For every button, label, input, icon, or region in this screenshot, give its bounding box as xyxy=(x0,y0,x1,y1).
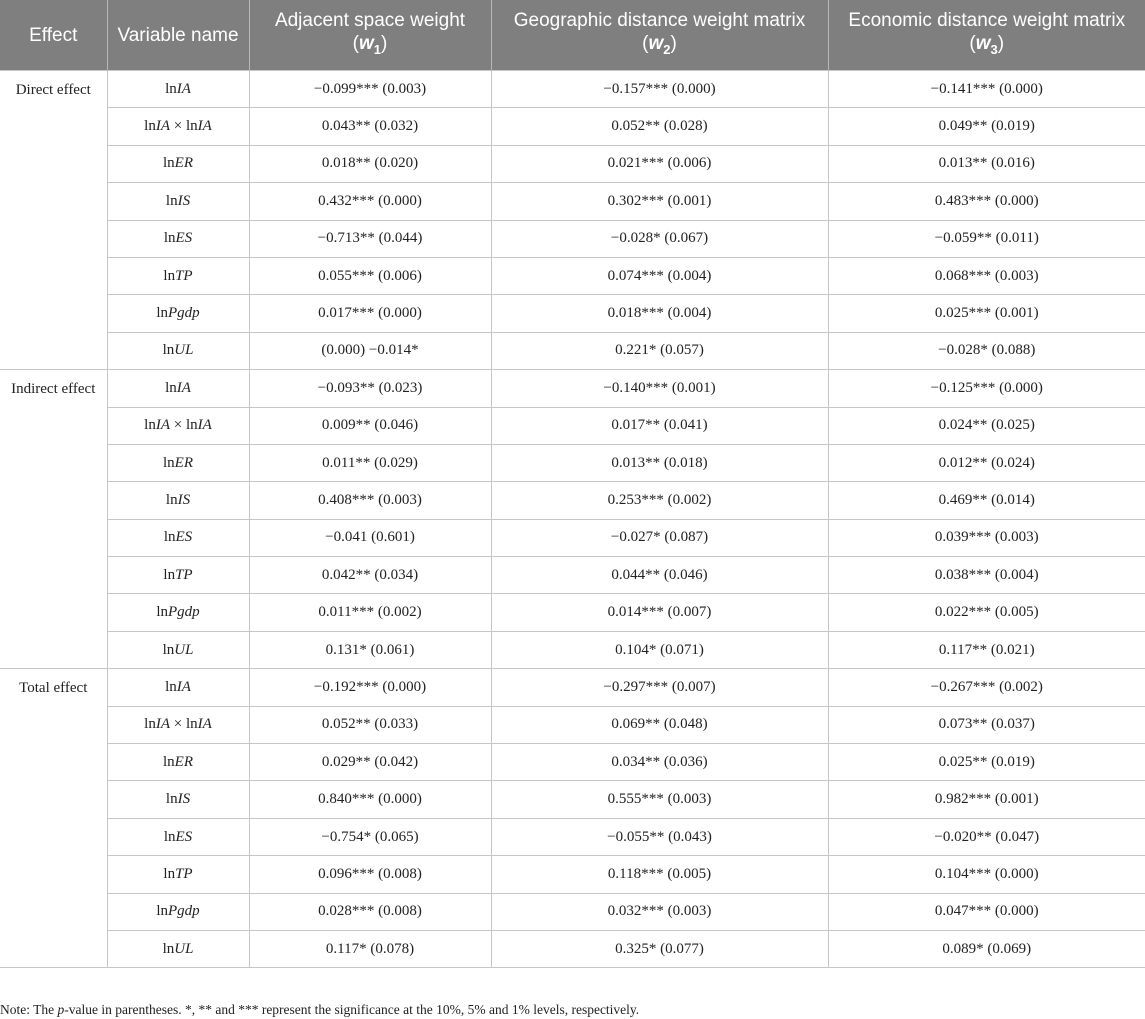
value-cell-w3: −0.125*** (0.000) xyxy=(828,370,1145,407)
header-w2 xyxy=(491,0,828,71)
variable-name-part: IA xyxy=(197,417,212,434)
note-p-symbol: p xyxy=(57,1002,65,1017)
variable-name-cell xyxy=(107,295,249,332)
value-cell-w2: 0.017** (0.041) xyxy=(491,407,828,444)
variable-name-cell xyxy=(107,482,249,519)
variable-name-part: ER xyxy=(174,753,193,770)
value-cell-w2: 0.325* (0.077) xyxy=(491,930,828,967)
header-w1-subscript: 1 xyxy=(373,41,381,57)
variable-name-part: ln xyxy=(165,192,178,209)
variable-name-part: IS xyxy=(177,791,191,808)
value-cell-w2: 0.074*** (0.004) xyxy=(491,257,828,294)
variable-name-cell xyxy=(107,257,249,294)
table-row xyxy=(0,519,1145,556)
table-header xyxy=(0,0,1145,71)
table-row xyxy=(0,370,1145,407)
variable-name-part: ln xyxy=(163,828,176,845)
value-cell-w1: 0.117* (0.078) xyxy=(249,930,491,967)
value-cell-w2: 0.052** (0.028) xyxy=(491,108,828,145)
value-cell-w3: 0.483*** (0.000) xyxy=(828,183,1145,220)
effect-group-label: Total effect xyxy=(0,669,107,968)
value-cell-w2: 0.021*** (0.006) xyxy=(491,145,828,182)
value-cell-w1: 0.009** (0.046) xyxy=(249,407,491,444)
table-row xyxy=(0,930,1145,967)
table-row xyxy=(0,744,1145,781)
variable-name-cell xyxy=(107,893,249,930)
table-body xyxy=(0,71,1145,968)
header-variable-name: Variable name xyxy=(107,0,249,71)
value-cell-w1: 0.408*** (0.003) xyxy=(249,482,491,519)
variable-name-part: TP xyxy=(175,267,193,284)
value-cell-w3: 0.022*** (0.005) xyxy=(828,594,1145,631)
table-row xyxy=(0,108,1145,145)
table-row xyxy=(0,183,1145,220)
value-cell-w2: 0.221* (0.057) xyxy=(491,332,828,369)
variable-name-cell xyxy=(107,145,249,182)
value-cell-w3: 0.117** (0.021) xyxy=(828,631,1145,668)
variable-name-cell xyxy=(107,71,249,108)
header-w1-close: ) xyxy=(381,33,388,55)
note-prefix: Note: The xyxy=(0,1002,58,1017)
variable-name-part: ln xyxy=(163,155,175,172)
value-cell-w1: 0.028*** (0.008) xyxy=(249,893,491,930)
variable-name-part: ln xyxy=(163,454,175,471)
variable-name-part: UL xyxy=(174,342,194,359)
value-cell-w1: 0.011*** (0.002) xyxy=(249,594,491,631)
value-cell-w3: 0.104*** (0.000) xyxy=(828,856,1145,893)
value-cell-w3: 0.073** (0.037) xyxy=(828,706,1145,743)
header-w2-symbol: w xyxy=(648,33,664,55)
variable-name-part: ln xyxy=(165,80,177,97)
header-row xyxy=(0,0,1145,71)
variable-name-cell xyxy=(107,744,249,781)
header-w1 xyxy=(249,0,491,71)
value-cell-w3: 0.025** (0.019) xyxy=(828,744,1145,781)
value-cell-w2: 0.032*** (0.003) xyxy=(491,893,828,930)
variable-name-part: IA xyxy=(155,716,171,733)
table-row xyxy=(0,295,1145,332)
value-cell-w3: 0.047*** (0.000) xyxy=(828,893,1145,930)
table-row xyxy=(0,818,1145,855)
value-cell-w3: −0.267*** (0.002) xyxy=(828,669,1145,706)
value-cell-w2: 0.104* (0.071) xyxy=(491,631,828,668)
value-cell-w1: −0.754* (0.065) xyxy=(249,818,491,855)
variable-name-cell xyxy=(107,407,249,444)
header-w1-text: Adjacent space weight ( xyxy=(274,10,466,55)
value-cell-w3: 0.089* (0.069) xyxy=(828,930,1145,967)
variable-name-part: ER xyxy=(174,155,193,172)
table-row xyxy=(0,407,1145,444)
value-cell-w2: 0.555*** (0.003) xyxy=(491,781,828,818)
variable-name-part: × ln xyxy=(170,118,198,135)
variable-name-cell xyxy=(107,108,249,145)
value-cell-w3: 0.013** (0.016) xyxy=(828,145,1145,182)
variable-name-part: ln xyxy=(163,865,176,882)
variable-name-part: ln xyxy=(162,940,175,957)
variable-name-part: ln xyxy=(165,791,178,808)
value-cell-w1: 0.017*** (0.000) xyxy=(249,295,491,332)
value-cell-w1: 0.131* (0.061) xyxy=(249,631,491,668)
value-cell-w1: 0.055*** (0.006) xyxy=(249,257,491,294)
variable-name-part: TP xyxy=(175,865,193,882)
value-cell-w2: −0.297*** (0.007) xyxy=(491,669,828,706)
variable-name-part: ln xyxy=(163,267,176,284)
variable-name-part: × ln xyxy=(170,417,198,434)
table-row xyxy=(0,257,1145,294)
table-row xyxy=(0,893,1145,930)
variable-name-part: IA xyxy=(197,716,212,733)
value-cell-w2: −0.055** (0.043) xyxy=(491,818,828,855)
value-cell-w2: 0.018*** (0.004) xyxy=(491,295,828,332)
variable-name-part: IA xyxy=(155,417,171,434)
note-text: -value in parentheses. *, ** and *** represent the significance at the 10%, 5% and 1% levels, respectively. xyxy=(64,1002,640,1017)
value-cell-w3: 0.025*** (0.001) xyxy=(828,295,1145,332)
variable-name-part: ln xyxy=(165,379,177,396)
header-w3-symbol: w xyxy=(975,33,991,55)
variable-name-part: ln xyxy=(156,604,168,621)
value-cell-w1: 0.018** (0.020) xyxy=(249,145,491,182)
header-w2-close: ) xyxy=(670,33,677,55)
value-cell-w2: 0.013** (0.018) xyxy=(491,444,828,481)
value-cell-w1: −0.713** (0.044) xyxy=(249,220,491,257)
value-cell-w1: 0.840*** (0.000) xyxy=(249,781,491,818)
variable-name-part: ln xyxy=(144,118,156,135)
value-cell-w1: 0.052** (0.033) xyxy=(249,706,491,743)
value-cell-w3: 0.469** (0.014) xyxy=(828,482,1145,519)
header-effect: Effect xyxy=(0,0,107,71)
table-row xyxy=(0,482,1145,519)
variable-name-part: Pgdp xyxy=(168,604,200,621)
value-cell-w3: 0.982*** (0.001) xyxy=(828,781,1145,818)
effect-group-label: Indirect effect xyxy=(0,370,107,669)
variable-name-cell xyxy=(107,631,249,668)
table-row xyxy=(0,332,1145,369)
table-row xyxy=(0,706,1145,743)
effect-group-label: Direct effect xyxy=(0,71,107,370)
header-w3 xyxy=(828,0,1145,71)
value-cell-w3: −0.028* (0.088) xyxy=(828,332,1145,369)
variable-name-part: ln xyxy=(165,491,178,508)
table-row xyxy=(0,631,1145,668)
table-row xyxy=(0,71,1145,108)
value-cell-w3: 0.039*** (0.003) xyxy=(828,519,1145,556)
value-cell-w1: 0.042** (0.034) xyxy=(249,557,491,594)
value-cell-w3: −0.059** (0.011) xyxy=(828,220,1145,257)
variable-name-part: Pgdp xyxy=(168,903,200,920)
header-w3-close: ) xyxy=(997,33,1005,55)
variable-name-part: ln xyxy=(156,903,168,920)
value-cell-w3: 0.038*** (0.004) xyxy=(828,557,1145,594)
variable-name-cell xyxy=(107,557,249,594)
variable-name-cell xyxy=(107,444,249,481)
table-row xyxy=(0,856,1145,893)
value-cell-w2: 0.069** (0.048) xyxy=(491,706,828,743)
variable-name-cell xyxy=(107,220,249,257)
variable-name-cell xyxy=(107,669,249,706)
variable-name-part: ER xyxy=(174,454,193,471)
variable-name-part: ln xyxy=(163,753,175,770)
value-cell-w3: −0.020** (0.047) xyxy=(828,818,1145,855)
table-note xyxy=(0,1001,639,1019)
variable-name-part: × ln xyxy=(170,716,198,733)
value-cell-w1: 0.029** (0.042) xyxy=(249,744,491,781)
value-cell-w1: 0.011** (0.029) xyxy=(249,444,491,481)
variable-name-cell xyxy=(107,856,249,893)
variable-name-part: ln xyxy=(163,230,176,247)
variable-name-part: IA xyxy=(155,118,171,135)
variable-name-part: UL xyxy=(174,641,194,658)
variable-name-cell xyxy=(107,781,249,818)
variable-name-part: ln xyxy=(156,305,168,322)
header-w2-text: Geographic distance weight matrix ( xyxy=(513,10,806,55)
value-cell-w2: 0.034** (0.036) xyxy=(491,744,828,781)
value-cell-w3: 0.012** (0.024) xyxy=(828,444,1145,481)
variable-name-part: ln xyxy=(144,417,156,434)
value-cell-w1: 0.432*** (0.000) xyxy=(249,183,491,220)
variable-name-part: IS xyxy=(177,192,191,209)
value-cell-w2: −0.140*** (0.001) xyxy=(491,370,828,407)
variable-name-cell xyxy=(107,183,249,220)
variable-name-part: IA xyxy=(176,678,191,695)
header-w1-symbol: w xyxy=(358,33,374,55)
header-w3-subscript: 3 xyxy=(990,41,998,57)
variable-name-part: IA xyxy=(176,80,191,97)
value-cell-w2: 0.253*** (0.002) xyxy=(491,482,828,519)
variable-name-part: ln xyxy=(144,716,156,733)
value-cell-w2: 0.118*** (0.005) xyxy=(491,856,828,893)
value-cell-w2: −0.027* (0.087) xyxy=(491,519,828,556)
value-cell-w2: −0.028* (0.067) xyxy=(491,220,828,257)
variable-name-cell xyxy=(107,594,249,631)
table-row xyxy=(0,444,1145,481)
variable-name-part: ln xyxy=(163,529,176,546)
value-cell-w1: −0.093** (0.023) xyxy=(249,370,491,407)
value-cell-w1: 0.043** (0.032) xyxy=(249,108,491,145)
variable-name-part: ln xyxy=(162,342,175,359)
header-w2-subscript: 2 xyxy=(663,41,671,57)
variable-name-cell xyxy=(107,930,249,967)
variable-name-cell xyxy=(107,818,249,855)
value-cell-w3: 0.024** (0.025) xyxy=(828,407,1145,444)
variable-name-cell xyxy=(107,332,249,369)
variable-name-part: Pgdp xyxy=(168,305,200,322)
table-row xyxy=(0,145,1145,182)
header-w3-text: Economic distance weight matrix ( xyxy=(848,10,1126,55)
value-cell-w2: 0.302*** (0.001) xyxy=(491,183,828,220)
table-row xyxy=(0,220,1145,257)
variable-name-part: ln xyxy=(162,641,175,658)
value-cell-w1: −0.099*** (0.003) xyxy=(249,71,491,108)
value-cell-w2: −0.157*** (0.000) xyxy=(491,71,828,108)
table-row xyxy=(0,781,1145,818)
value-cell-w2: 0.044** (0.046) xyxy=(491,557,828,594)
value-cell-w1: −0.192*** (0.000) xyxy=(249,669,491,706)
value-cell-w3: 0.049** (0.019) xyxy=(828,108,1145,145)
value-cell-w2: 0.014*** (0.007) xyxy=(491,594,828,631)
value-cell-w1: 0.096*** (0.008) xyxy=(249,856,491,893)
variable-name-part: ln xyxy=(165,678,177,695)
variable-name-part: IS xyxy=(177,491,191,508)
value-cell-w3: 0.068*** (0.003) xyxy=(828,257,1145,294)
value-cell-w1: −0.041 (0.601) xyxy=(249,519,491,556)
variable-name-part: UL xyxy=(174,940,194,957)
variable-name-part: ES xyxy=(175,828,193,845)
variable-name-part: IA xyxy=(197,118,212,135)
variable-name-cell xyxy=(107,706,249,743)
value-cell-w3: −0.141*** (0.000) xyxy=(828,71,1145,108)
table-row xyxy=(0,557,1145,594)
value-cell-w1: (0.000) −0.014* xyxy=(249,332,491,369)
variable-name-part: TP xyxy=(175,566,193,583)
variable-name-part: ln xyxy=(163,566,176,583)
variable-name-part: ES xyxy=(175,230,193,247)
table-row xyxy=(0,669,1145,706)
variable-name-cell xyxy=(107,370,249,407)
variable-name-cell xyxy=(107,519,249,556)
variable-name-part: ES xyxy=(175,529,193,546)
variable-name-part: IA xyxy=(176,379,191,396)
table-row xyxy=(0,594,1145,631)
